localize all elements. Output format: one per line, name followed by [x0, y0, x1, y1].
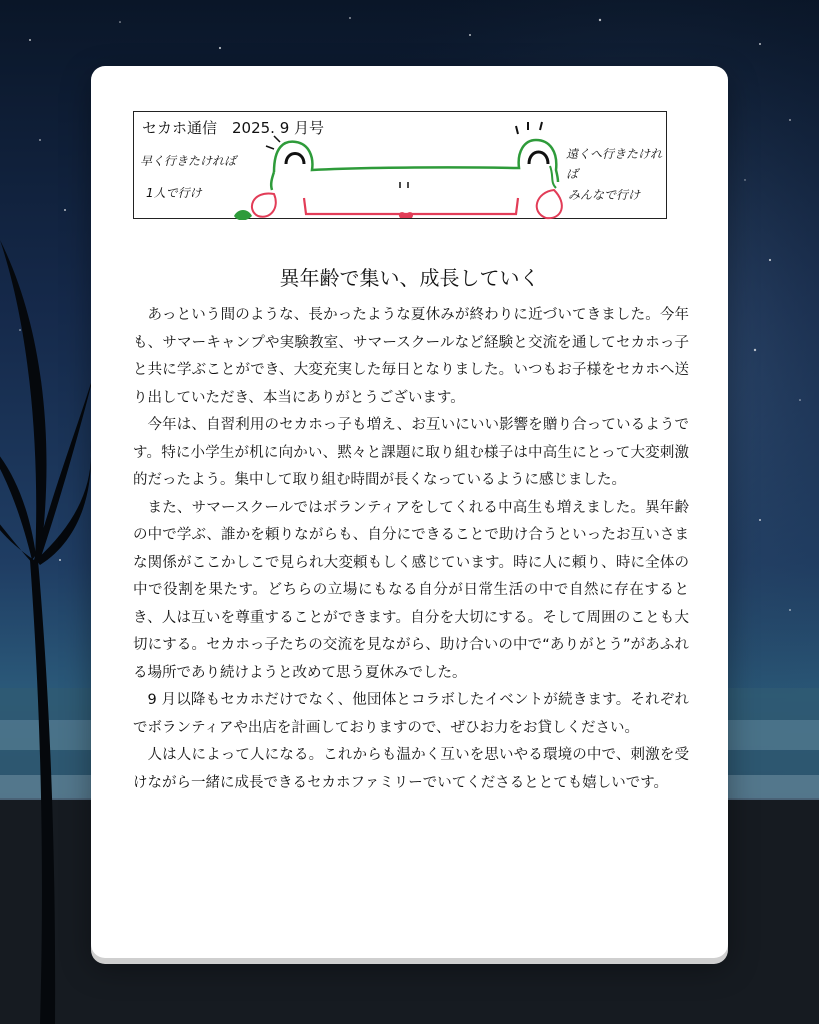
- article-paragraph: 9 月以降もセカホだけでなく、他団体とコラボしたイベントが続きます。それぞれでボランティアや出店を計画しておりますので、ぜひお力をお貸しください。: [133, 692, 689, 736]
- article-title: 異年齢で集い、成長していく: [279, 266, 540, 290]
- article-paragraph: あっという間のような、長かったような夏休みが終わりに近づいてきました。今年も、サマーキャンプや実験教室、サマースクールなど経験と交流を通してセカホっ子と共に学ぶことができ、大変充実した毎日となりました。いつもお子様をセカホへ送り出していただき、本当にありがとうございます。: [133, 307, 689, 406]
- handwritten-quote-left-line2: 1人で行け: [146, 186, 202, 200]
- handwritten-quote-right-line1: 遠くへ行きたければ: [566, 147, 663, 181]
- newsletter-issue-title: セカホ通信 2025. 9 月号: [142, 119, 325, 137]
- article-body: [133, 302, 689, 797]
- newsletter-header: [133, 111, 667, 219]
- newsletter-card: [91, 66, 728, 958]
- handwritten-quote-left-line1: 早く行きたければ: [140, 154, 237, 168]
- article-paragraph: また、サマースクールではボランティアをしてくれる中高生も増えました。異年齢の中で学ぶ、誰かを頼りながらも、自分にできることで助け合うといったお互いさまな関係がここかしこで見られ大変頼もしく感じています。時に人に頼り、時に全体の中で役割を果たす。どちらの立場にもなる自分が日常生活の中で自然に存在するとき、人は互いを尊重することができます。自分を大切にする。そして周囲のことも大切にする。セカホっ子たちの交流を見ながら、助け合いの中で“ありがとう”があふれる場所であり続けようと改めて思う夏休みでした。: [133, 499, 689, 681]
- article-paragraph: 今年は、自習利用のセカホっ子も増え、お互いにいい影響を贈り合っているようです。特に小学生が机に向かい、黙々と課題に取り組む様子は中高生にとって大変刺激的だったよう。集中して取り組む時間が長くなっているように感じました。: [133, 417, 689, 488]
- article-paragraph: 人は人によって人になる。これからも温かく互いを思いやる環境の中で、刺激を受けながら一緒に成長できるセカホファミリーでいてくださるととても嬉しいです。: [133, 747, 689, 791]
- handwritten-quote-right-line2: みんなで行け: [568, 188, 641, 202]
